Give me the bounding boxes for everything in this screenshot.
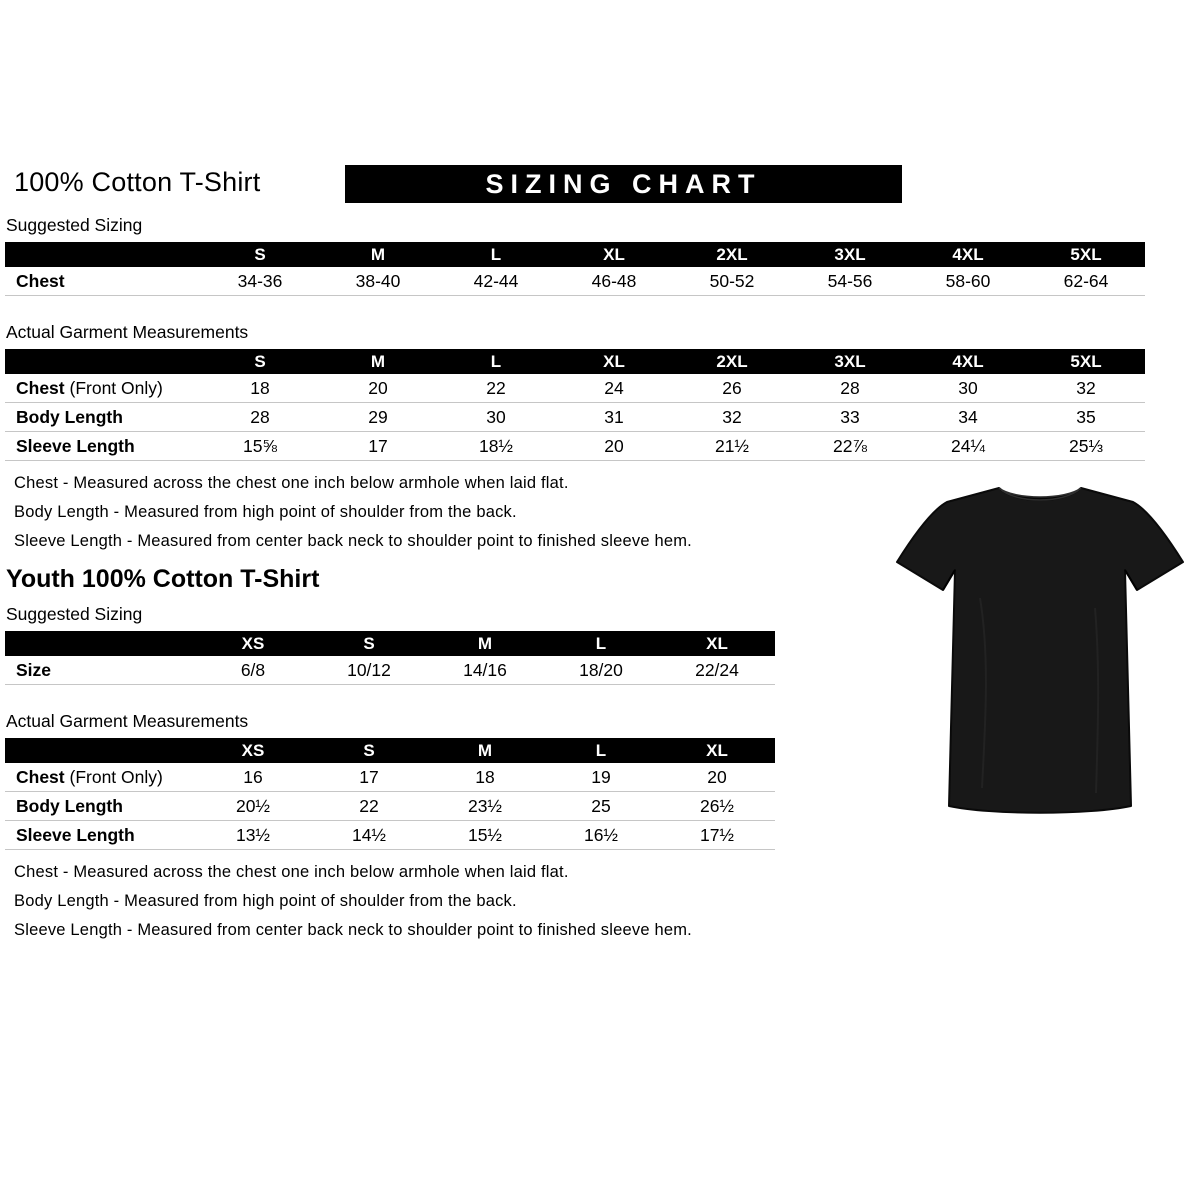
table-cell: 54-56 bbox=[827, 270, 873, 291]
table-cell: 28 bbox=[840, 377, 860, 398]
table-cell: 16½ bbox=[583, 824, 619, 845]
table-row bbox=[5, 403, 1145, 432]
table-cell: 22 bbox=[359, 795, 379, 816]
table-cell: 6/8 bbox=[240, 659, 266, 680]
table-row bbox=[5, 763, 775, 792]
table-cell: 24¼ bbox=[950, 435, 986, 456]
adult-actual-measurements-table bbox=[5, 349, 1145, 461]
table-cell: 58-60 bbox=[945, 270, 991, 291]
row-label-suffix: (Front Only) bbox=[64, 766, 163, 787]
table-cell: 34-36 bbox=[237, 270, 283, 291]
col-header: M bbox=[477, 633, 493, 653]
col-header: XL bbox=[706, 633, 728, 653]
col-header: XL bbox=[603, 351, 625, 371]
table-header-row bbox=[5, 349, 1145, 374]
row-label bbox=[5, 378, 201, 399]
col-header: XS bbox=[241, 740, 265, 760]
col-header: XL bbox=[706, 740, 728, 760]
col-header: 5XL bbox=[1070, 244, 1102, 264]
row-label: Sleeve Length bbox=[16, 435, 135, 456]
col-header: 3XL bbox=[834, 244, 866, 264]
table-cell: 31 bbox=[604, 406, 624, 427]
tshirt-product-image bbox=[890, 478, 1190, 818]
col-header: M bbox=[370, 351, 386, 371]
row-label-main: Chest bbox=[16, 766, 65, 787]
table-cell: 18/20 bbox=[579, 659, 623, 680]
table-cell: 22/24 bbox=[695, 659, 739, 680]
table-cell: 17½ bbox=[699, 824, 735, 845]
table-cell: 46-48 bbox=[591, 270, 637, 291]
table-cell: 30 bbox=[486, 406, 506, 427]
col-header: L bbox=[595, 633, 607, 653]
table-header-row bbox=[5, 631, 775, 656]
table-cell: 25⅓ bbox=[1068, 435, 1104, 456]
col-header: S bbox=[363, 740, 375, 760]
table-cell: 15½ bbox=[467, 824, 503, 845]
table-header-row bbox=[5, 242, 1145, 267]
row-label: Size bbox=[16, 659, 52, 680]
table-cell: 20 bbox=[604, 435, 624, 456]
youth-suggested-sizing-table bbox=[5, 631, 775, 685]
adult-suggested-sizing-table bbox=[5, 242, 1145, 296]
tshirt-icon bbox=[890, 478, 1190, 818]
sizing-chart-banner bbox=[345, 165, 902, 203]
row-label: Body Length bbox=[16, 406, 123, 427]
col-header: S bbox=[254, 351, 266, 371]
page-header bbox=[0, 165, 1200, 205]
table-cell: 29 bbox=[368, 406, 388, 427]
col-header: 2XL bbox=[716, 351, 748, 371]
note-sleeve-length: Sleeve Length - Measured from center back neck to shoulder point to finished sleeve hem. bbox=[14, 532, 692, 550]
note-chest: Chest - Measured across the chest one inch below armhole when laid flat. bbox=[14, 474, 569, 492]
table-cell: 34 bbox=[958, 406, 978, 427]
youth-actual-measurements-label: Actual Garment Measurements bbox=[6, 711, 249, 731]
note-sleeve-length: Sleeve Length - Measured from center back neck to shoulder point to finished sleeve hem. bbox=[14, 921, 692, 939]
col-header: M bbox=[370, 244, 386, 264]
table-cell: 20 bbox=[707, 766, 727, 787]
note-chest: Chest - Measured across the chest one inch below armhole when laid flat. bbox=[14, 863, 569, 881]
table-cell: 18½ bbox=[478, 435, 514, 456]
col-header: 5XL bbox=[1070, 351, 1102, 371]
youth-suggested-sizing-label: Suggested Sizing bbox=[6, 604, 143, 624]
table-cell: 18 bbox=[475, 766, 495, 787]
youth-actual-measurements-table bbox=[5, 738, 775, 850]
table-cell: 10/12 bbox=[347, 659, 391, 680]
table-cell: 22 bbox=[486, 377, 506, 398]
note-body-length: Body Length - Measured from high point of shoulder from the back. bbox=[14, 503, 517, 521]
table-cell: 20½ bbox=[235, 795, 271, 816]
col-header: XS bbox=[241, 633, 265, 653]
table-cell: 18 bbox=[250, 377, 270, 398]
row-label-suffix: (Front Only) bbox=[64, 377, 163, 398]
sizing-chart-banner-label: SIZING CHART bbox=[485, 168, 762, 199]
table-cell: 21½ bbox=[714, 435, 750, 456]
table-row bbox=[5, 656, 775, 685]
col-header: S bbox=[254, 244, 266, 264]
table-cell: 22⅞ bbox=[832, 435, 868, 456]
adult-suggested-sizing-label: Suggested Sizing bbox=[6, 215, 143, 235]
note-body-length: Body Length - Measured from high point of shoulder from the back. bbox=[14, 892, 517, 910]
table-cell: 19 bbox=[591, 766, 611, 787]
table-row bbox=[5, 792, 775, 821]
row-label: Body Length bbox=[16, 795, 123, 816]
col-header: 4XL bbox=[952, 351, 984, 371]
col-header: 3XL bbox=[834, 351, 866, 371]
table-cell: 15⅝ bbox=[242, 435, 278, 456]
table-header-row bbox=[5, 738, 775, 763]
col-header: XL bbox=[603, 244, 625, 264]
table-cell: 25 bbox=[591, 795, 611, 816]
table-cell: 14½ bbox=[351, 824, 387, 845]
col-header: S bbox=[363, 633, 375, 653]
table-cell: 26 bbox=[722, 377, 742, 398]
table-cell: 62-64 bbox=[1063, 270, 1109, 291]
table-cell: 14/16 bbox=[463, 659, 507, 680]
table-cell: 42-44 bbox=[473, 270, 519, 291]
col-header: 2XL bbox=[716, 244, 748, 264]
youth-section-title: Youth 100% Cotton T-Shirt bbox=[6, 565, 320, 593]
table-cell: 17 bbox=[368, 435, 388, 456]
table-cell: 20 bbox=[368, 377, 388, 398]
table-cell: 38-40 bbox=[355, 270, 401, 291]
table-row bbox=[5, 267, 1145, 296]
table-row bbox=[5, 821, 775, 850]
page-title: 100% Cotton T-Shirt bbox=[14, 167, 261, 197]
col-header: L bbox=[595, 740, 607, 760]
col-header: L bbox=[490, 351, 502, 371]
table-cell: 24 bbox=[604, 377, 624, 398]
table-row bbox=[5, 374, 1145, 403]
table-cell: 32 bbox=[1076, 377, 1096, 398]
table-row bbox=[5, 432, 1145, 461]
youth-measurement-notes bbox=[14, 862, 1200, 940]
table-cell: 33 bbox=[840, 406, 860, 427]
table-cell: 35 bbox=[1076, 406, 1096, 427]
row-label: Chest bbox=[16, 270, 65, 291]
row-label-main: Chest bbox=[16, 377, 65, 398]
table-cell: 30 bbox=[958, 377, 978, 398]
col-header: M bbox=[477, 740, 493, 760]
adult-actual-measurements-label: Actual Garment Measurements bbox=[6, 322, 249, 342]
table-cell: 17 bbox=[359, 766, 379, 787]
table-cell: 16 bbox=[243, 766, 263, 787]
table-cell: 50-52 bbox=[709, 270, 755, 291]
table-cell: 26½ bbox=[699, 795, 735, 816]
table-cell: 13½ bbox=[235, 824, 271, 845]
table-cell: 28 bbox=[250, 406, 270, 427]
row-label: Sleeve Length bbox=[16, 824, 135, 845]
row-label bbox=[5, 767, 195, 788]
table-cell: 23½ bbox=[467, 795, 503, 816]
table-cell: 32 bbox=[722, 406, 742, 427]
col-header: 4XL bbox=[952, 244, 984, 264]
col-header: L bbox=[490, 244, 502, 264]
